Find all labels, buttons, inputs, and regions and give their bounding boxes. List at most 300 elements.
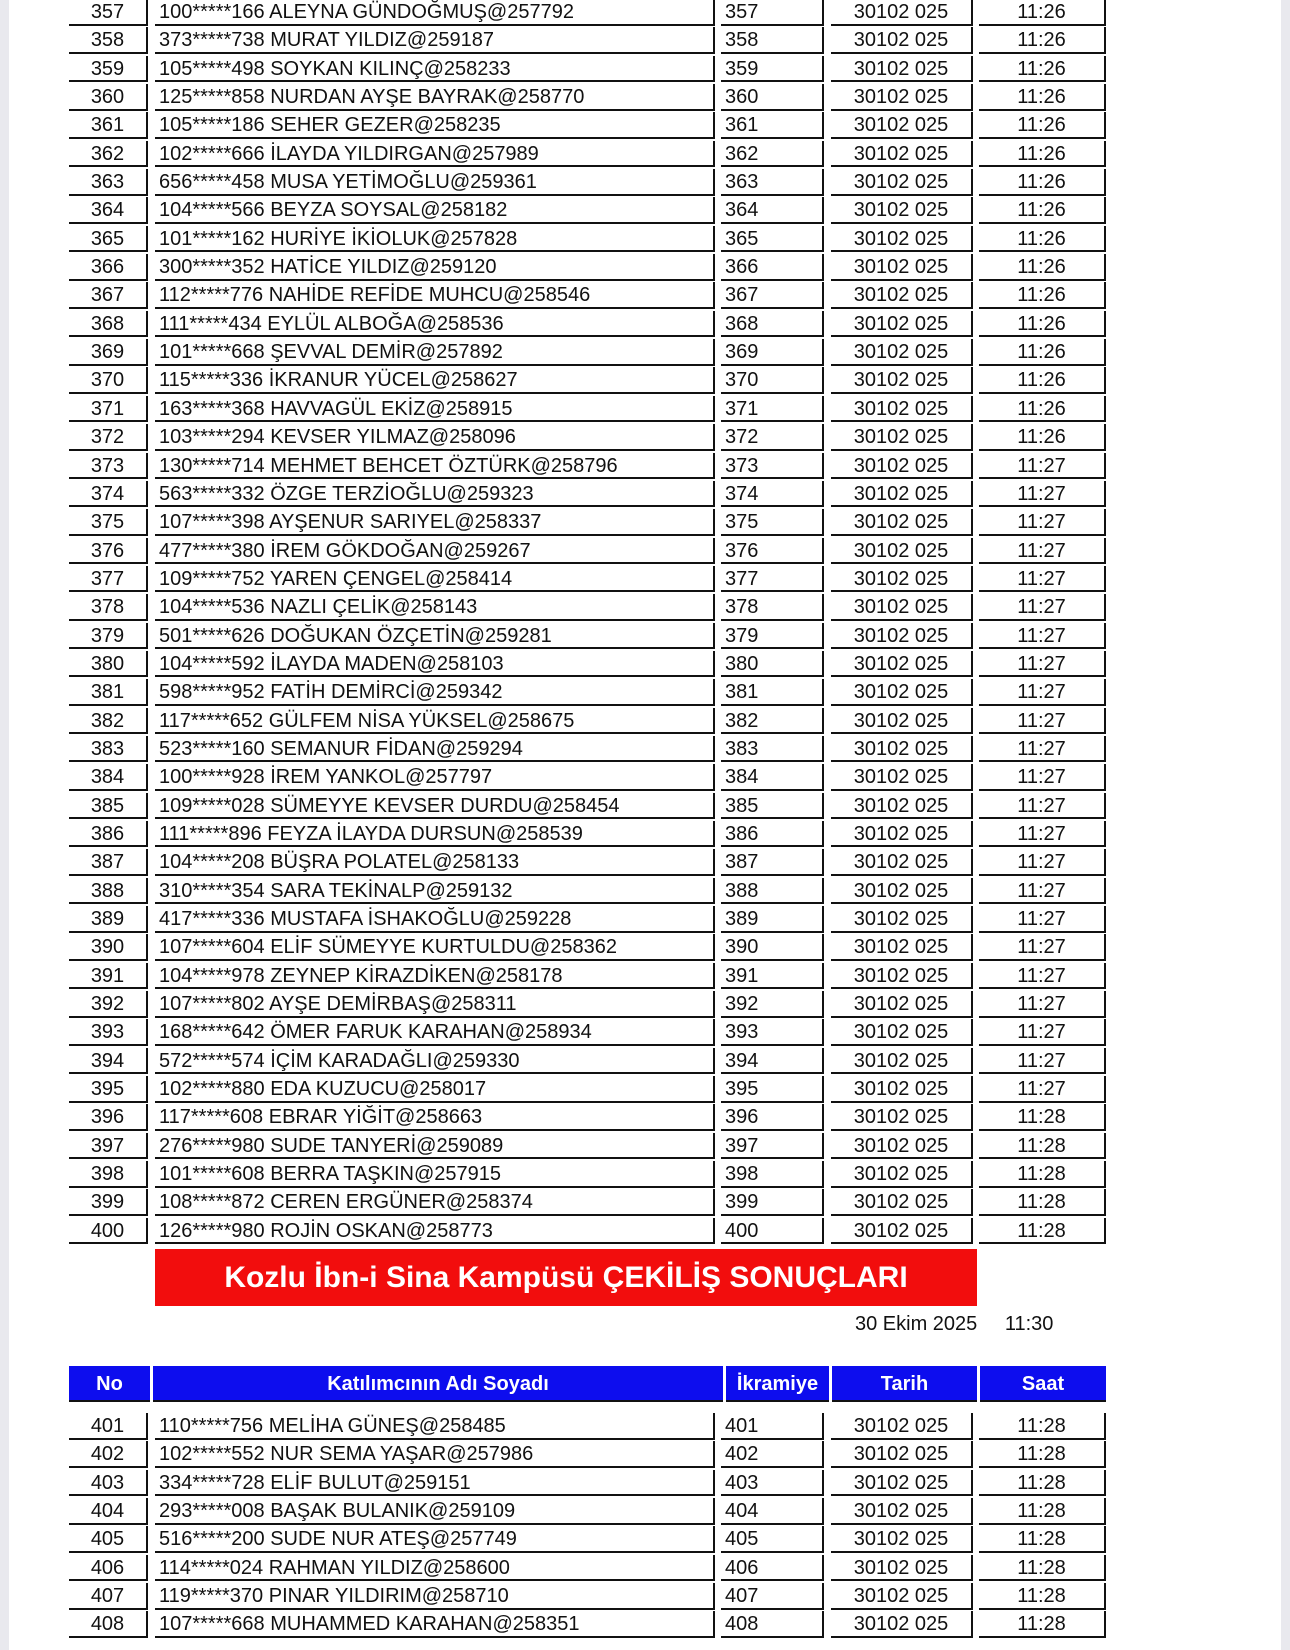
table-row <box>9 793 1281 821</box>
row-name: 477*****380 İREM GÖKDOĞAN@259267 <box>155 538 715 565</box>
row-ikramiye: 367 <box>721 282 824 309</box>
row-name: 109*****752 YAREN ÇENGEL@258414 <box>155 566 715 593</box>
row-tarih: 30102 025 <box>831 226 973 253</box>
row-ikramiye: 394 <box>721 1048 824 1075</box>
campus-title-banner: Kozlu İbn-i Sina Kampüsü ÇEKİLİŞ SONUÇLARI <box>155 1249 977 1306</box>
row-tarih: 30102 025 <box>831 679 973 706</box>
row-name: 417*****336 MUSTAFA İSHAKOĞLU@259228 <box>155 906 715 933</box>
row-tarih: 30102 025 <box>831 141 973 168</box>
row-tarih: 30102 025 <box>831 821 973 848</box>
row-name: 101*****162 HURİYE İKİOLUK@257828 <box>155 226 715 253</box>
row-saat: 11:26 <box>979 169 1106 196</box>
row-no: 406 <box>69 1555 148 1582</box>
row-no: 365 <box>69 226 148 253</box>
row-tarih: 30102 025 <box>831 367 973 394</box>
row-ikramiye: 368 <box>721 311 824 338</box>
table-row <box>9 1019 1281 1047</box>
row-ikramiye: 398 <box>721 1161 824 1188</box>
row-tarih: 30102 025 <box>831 793 973 820</box>
row-tarih: 30102 025 <box>831 1076 973 1103</box>
table-row <box>9 112 1281 140</box>
row-ikramiye: 362 <box>721 141 824 168</box>
row-no: 380 <box>69 651 148 678</box>
row-tarih: 30102 025 <box>831 594 973 621</box>
row-name: 334*****728 ELİF BULUT@259151 <box>155 1470 715 1497</box>
row-name: 109*****028 SÜMEYYE KEVSER DURDU@258454 <box>155 793 715 820</box>
row-saat: 11:27 <box>979 623 1106 650</box>
row-ikramiye: 377 <box>721 566 824 593</box>
row-no: 401 <box>69 1413 148 1440</box>
table-row <box>9 1611 1281 1639</box>
row-tarih: 30102 025 <box>831 934 973 961</box>
row-saat: 11:27 <box>979 736 1106 763</box>
row-tarih: 30102 025 <box>831 1526 973 1553</box>
row-saat: 11:27 <box>979 878 1106 905</box>
row-tarih: 30102 025 <box>831 339 973 366</box>
table-row <box>9 991 1281 1019</box>
row-ikramiye: 387 <box>721 849 824 876</box>
row-saat: 11:27 <box>979 793 1106 820</box>
row-saat: 11:26 <box>979 311 1106 338</box>
row-tarih: 30102 025 <box>831 708 973 735</box>
row-tarih: 30102 025 <box>831 0 973 26</box>
table-row <box>9 764 1281 792</box>
row-tarih: 30102 025 <box>831 27 973 54</box>
row-tarih: 30102 025 <box>831 1218 973 1245</box>
row-saat: 11:28 <box>979 1470 1106 1497</box>
table-row <box>9 651 1281 679</box>
row-name: 102*****666 İLAYDA YILDIRGAN@257989 <box>155 141 715 168</box>
table-row <box>9 906 1281 934</box>
row-no: 400 <box>69 1218 148 1245</box>
row-ikramiye: 364 <box>721 197 824 224</box>
row-saat: 11:27 <box>979 651 1106 678</box>
row-tarih: 30102 025 <box>831 56 973 83</box>
row-no: 363 <box>69 169 148 196</box>
row-tarih: 30102 025 <box>831 764 973 791</box>
row-saat: 11:27 <box>979 708 1106 735</box>
row-saat: 11:28 <box>979 1189 1106 1216</box>
row-tarih: 30102 025 <box>831 197 973 224</box>
row-name: 102*****880 EDA KUZUCU@258017 <box>155 1076 715 1103</box>
row-saat: 11:27 <box>979 906 1106 933</box>
row-saat: 11:28 <box>979 1104 1106 1131</box>
row-saat: 11:26 <box>979 226 1106 253</box>
row-saat: 11:26 <box>979 339 1106 366</box>
row-tarih: 30102 025 <box>831 1019 973 1046</box>
row-tarih: 30102 025 <box>831 453 973 480</box>
row-ikramiye: 404 <box>721 1498 824 1525</box>
row-ikramiye: 402 <box>721 1441 824 1468</box>
row-no: 375 <box>69 509 148 536</box>
row-no: 370 <box>69 367 148 394</box>
row-ikramiye: 395 <box>721 1076 824 1103</box>
table-row <box>9 1189 1281 1217</box>
row-ikramiye: 384 <box>721 764 824 791</box>
row-tarih: 30102 025 <box>831 169 973 196</box>
table-row <box>9 708 1281 736</box>
row-ikramiye: 361 <box>721 112 824 139</box>
row-ikramiye: 388 <box>721 878 824 905</box>
row-tarih: 30102 025 <box>831 1413 973 1440</box>
row-no: 391 <box>69 963 148 990</box>
table-row <box>9 566 1281 594</box>
row-tarih: 30102 025 <box>831 1555 973 1582</box>
row-tarih: 30102 025 <box>831 311 973 338</box>
row-saat: 11:26 <box>979 254 1106 281</box>
row-no: 381 <box>69 679 148 706</box>
row-no: 376 <box>69 538 148 565</box>
row-saat: 11:26 <box>979 56 1106 83</box>
draw-date: 30 Ekim 2025 <box>855 1313 978 1335</box>
row-tarih: 30102 025 <box>831 906 973 933</box>
row-no: 360 <box>69 84 148 111</box>
row-ikramiye: 386 <box>721 821 824 848</box>
row-name: 101*****608 BERRA TAŞKIN@257915 <box>155 1161 715 1188</box>
row-no: 372 <box>69 424 148 451</box>
row-name: 501*****626 DOĞUKAN ÖZÇETİN@259281 <box>155 623 715 650</box>
table-row <box>9 453 1281 481</box>
row-tarih: 30102 025 <box>831 396 973 423</box>
row-name: 656*****458 MUSA YETİMOĞLU@259361 <box>155 169 715 196</box>
row-name: 310*****354 SARA TEKİNALP@259132 <box>155 878 715 905</box>
row-no: 398 <box>69 1161 148 1188</box>
row-no: 405 <box>69 1526 148 1553</box>
row-name: 108*****872 CEREN ERGÜNER@258374 <box>155 1189 715 1216</box>
table-row <box>9 367 1281 395</box>
table-row <box>9 1583 1281 1611</box>
row-saat: 11:28 <box>979 1498 1106 1525</box>
table-row <box>9 1470 1281 1498</box>
row-ikramiye: 385 <box>721 793 824 820</box>
row-ikramiye: 391 <box>721 963 824 990</box>
row-saat: 11:27 <box>979 594 1106 621</box>
table-row <box>9 679 1281 707</box>
row-name: 104*****536 NAZLI ÇELİK@258143 <box>155 594 715 621</box>
row-tarih: 30102 025 <box>831 736 973 763</box>
row-no: 402 <box>69 1441 148 1468</box>
row-saat: 11:27 <box>979 1019 1106 1046</box>
row-saat: 11:26 <box>979 27 1106 54</box>
row-tarih: 30102 025 <box>831 1161 973 1188</box>
row-ikramiye: 401 <box>721 1413 824 1440</box>
row-tarih: 30102 025 <box>831 878 973 905</box>
row-ikramiye: 379 <box>721 623 824 650</box>
row-ikramiye: 400 <box>721 1218 824 1245</box>
row-ikramiye: 407 <box>721 1583 824 1610</box>
table-row <box>9 1076 1281 1104</box>
row-tarih: 30102 025 <box>831 566 973 593</box>
row-ikramiye: 378 <box>721 594 824 621</box>
row-saat: 11:26 <box>979 367 1106 394</box>
row-ikramiye: 358 <box>721 27 824 54</box>
row-name: 104*****208 BÜŞRA POLATEL@258133 <box>155 849 715 876</box>
row-no: 386 <box>69 821 148 848</box>
row-name: 563*****332 ÖZGE TERZİOĞLU@259323 <box>155 481 715 508</box>
row-ikramiye: 366 <box>721 254 824 281</box>
row-no: 369 <box>69 339 148 366</box>
row-no: 366 <box>69 254 148 281</box>
row-ikramiye: 382 <box>721 708 824 735</box>
table-row <box>9 1133 1281 1161</box>
row-name: 110*****756 MELİHA GÜNEŞ@258485 <box>155 1413 715 1440</box>
header-ikramiye: İkramiye <box>726 1366 829 1402</box>
row-no: 362 <box>69 141 148 168</box>
row-saat: 11:27 <box>979 481 1106 508</box>
row-saat: 11:28 <box>979 1413 1106 1440</box>
row-saat: 11:27 <box>979 509 1106 536</box>
row-no: 379 <box>69 623 148 650</box>
row-saat: 11:27 <box>979 963 1106 990</box>
row-no: 373 <box>69 453 148 480</box>
table-row <box>9 396 1281 424</box>
table-row <box>9 538 1281 566</box>
row-no: 395 <box>69 1076 148 1103</box>
row-saat: 11:28 <box>979 1611 1106 1638</box>
row-name: 107*****802 AYŞE DEMİRBAŞ@258311 <box>155 991 715 1018</box>
row-saat: 11:28 <box>979 1583 1106 1610</box>
row-saat: 11:27 <box>979 538 1106 565</box>
header-tarih: Tarih <box>832 1366 977 1402</box>
row-no: 390 <box>69 934 148 961</box>
row-tarih: 30102 025 <box>831 424 973 451</box>
row-ikramiye: 389 <box>721 906 824 933</box>
row-ikramiye: 369 <box>721 339 824 366</box>
row-ikramiye: 408 <box>721 1611 824 1638</box>
row-name: 104*****978 ZEYNEP KİRAZDİKEN@258178 <box>155 963 715 990</box>
row-name: 105*****186 SEHER GEZER@258235 <box>155 112 715 139</box>
row-name: 117*****652 GÜLFEM NİSA YÜKSEL@258675 <box>155 708 715 735</box>
row-saat: 11:26 <box>979 84 1106 111</box>
row-saat: 11:27 <box>979 566 1106 593</box>
table-row <box>9 84 1281 112</box>
row-ikramiye: 372 <box>721 424 824 451</box>
row-name: 104*****566 BEYZA SOYSAL@258182 <box>155 197 715 224</box>
row-ikramiye: 370 <box>721 367 824 394</box>
row-no: 358 <box>69 27 148 54</box>
row-name: 104*****592 İLAYDA MADEN@258103 <box>155 651 715 678</box>
draw-date-time <box>855 1311 1053 1337</box>
row-ikramiye: 365 <box>721 226 824 253</box>
row-ikramiye: 357 <box>721 0 824 26</box>
table-row <box>9 282 1281 310</box>
row-no: 385 <box>69 793 148 820</box>
row-tarih: 30102 025 <box>831 1133 973 1160</box>
row-name: 126*****980 ROJİN OSKAN@258773 <box>155 1218 715 1245</box>
table-row <box>9 1441 1281 1469</box>
row-name: 107*****398 AYŞENUR SARIYEL@258337 <box>155 509 715 536</box>
row-name: 373*****738 MURAT YILDIZ@259187 <box>155 27 715 54</box>
row-tarih: 30102 025 <box>831 84 973 111</box>
row-saat: 11:28 <box>979 1133 1106 1160</box>
header-no: No <box>69 1366 150 1402</box>
table-header <box>9 1366 1281 1402</box>
row-tarih: 30102 025 <box>831 1498 973 1525</box>
row-saat: 11:27 <box>979 821 1106 848</box>
row-tarih: 30102 025 <box>831 254 973 281</box>
row-no: 387 <box>69 849 148 876</box>
row-name: 130*****714 MEHMET BEHCET ÖZTÜRK@258796 <box>155 453 715 480</box>
table-row <box>9 623 1281 651</box>
row-saat: 11:28 <box>979 1441 1106 1468</box>
row-ikramiye: 360 <box>721 84 824 111</box>
row-saat: 11:26 <box>979 424 1106 451</box>
row-name: 598*****952 FATİH DEMİRCİ@259342 <box>155 679 715 706</box>
row-no: 403 <box>69 1470 148 1497</box>
row-no: 396 <box>69 1104 148 1131</box>
row-name: 103*****294 KEVSER YILMAZ@258096 <box>155 424 715 451</box>
row-tarih: 30102 025 <box>831 651 973 678</box>
row-ikramiye: 380 <box>721 651 824 678</box>
table-row <box>9 1048 1281 1076</box>
row-tarih: 30102 025 <box>831 282 973 309</box>
row-name: 276*****980 SUDE TANYERİ@259089 <box>155 1133 715 1160</box>
row-saat: 11:27 <box>979 849 1106 876</box>
header-saat: Saat <box>980 1366 1106 1402</box>
table-row <box>9 0 1281 27</box>
row-no: 368 <box>69 311 148 338</box>
header-name: Katılımcının Adı Soyadı <box>153 1366 723 1402</box>
row-saat: 11:27 <box>979 764 1106 791</box>
row-ikramiye: 405 <box>721 1526 824 1553</box>
row-name: 112*****776 NAHİDE REFİDE MUHCU@258546 <box>155 282 715 309</box>
row-tarih: 30102 025 <box>831 1189 973 1216</box>
row-name: 100*****928 İREM YANKOL@257797 <box>155 764 715 791</box>
row-no: 374 <box>69 481 148 508</box>
row-name: 105*****498 SOYKAN KILINÇ@258233 <box>155 56 715 83</box>
row-saat: 11:26 <box>979 197 1106 224</box>
row-ikramiye: 397 <box>721 1133 824 1160</box>
row-ikramiye: 406 <box>721 1555 824 1582</box>
row-no: 389 <box>69 906 148 933</box>
table-row <box>9 254 1281 282</box>
row-no: 388 <box>69 878 148 905</box>
row-saat: 11:26 <box>979 396 1106 423</box>
row-tarih: 30102 025 <box>831 1470 973 1497</box>
table-row <box>9 1104 1281 1132</box>
table-row <box>9 226 1281 254</box>
table-row <box>9 594 1281 622</box>
row-tarih: 30102 025 <box>831 509 973 536</box>
row-no: 364 <box>69 197 148 224</box>
table-row <box>9 849 1281 877</box>
row-name: 293*****008 BAŞAK BULANIK@259109 <box>155 1498 715 1525</box>
row-tarih: 30102 025 <box>831 991 973 1018</box>
table-row <box>9 963 1281 991</box>
row-saat: 11:26 <box>979 112 1106 139</box>
row-name: 119*****370 PINAR YILDIRIM@258710 <box>155 1583 715 1610</box>
table-row <box>9 1218 1281 1246</box>
row-tarih: 30102 025 <box>831 1104 973 1131</box>
row-ikramiye: 392 <box>721 991 824 1018</box>
row-tarih: 30102 025 <box>831 112 973 139</box>
row-name: 300*****352 HATİCE YILDIZ@259120 <box>155 254 715 281</box>
table-row <box>9 509 1281 537</box>
row-name: 163*****368 HAVVAGÜL EKİZ@258915 <box>155 396 715 423</box>
table-row <box>9 1413 1281 1441</box>
row-no: 371 <box>69 396 148 423</box>
row-no: 361 <box>69 112 148 139</box>
row-tarih: 30102 025 <box>831 963 973 990</box>
table-row <box>9 424 1281 452</box>
row-no: 392 <box>69 991 148 1018</box>
row-ikramiye: 381 <box>721 679 824 706</box>
row-name: 572*****574 İÇİM KARADAĞLI@259330 <box>155 1048 715 1075</box>
table-row <box>9 1526 1281 1554</box>
row-no: 382 <box>69 708 148 735</box>
table-row <box>9 1161 1281 1189</box>
row-no: 407 <box>69 1583 148 1610</box>
row-ikramiye: 374 <box>721 481 824 508</box>
results-table-bottom <box>9 1413 1281 1640</box>
row-name: 516*****200 SUDE NUR ATEŞ@257749 <box>155 1526 715 1553</box>
table-row <box>9 311 1281 339</box>
row-saat: 11:26 <box>979 141 1106 168</box>
row-name: 102*****552 NUR SEMA YAŞAR@257986 <box>155 1441 715 1468</box>
draw-time: 11:30 <box>1004 1313 1054 1335</box>
row-tarih: 30102 025 <box>831 849 973 876</box>
row-saat: 11:27 <box>979 453 1106 480</box>
row-no: 367 <box>69 282 148 309</box>
row-saat: 11:28 <box>979 1218 1106 1245</box>
row-ikramiye: 375 <box>721 509 824 536</box>
table-row <box>9 27 1281 55</box>
row-name: 100*****166 ALEYNA GÜNDOĞMUŞ@257792 <box>155 0 715 26</box>
table-row <box>9 169 1281 197</box>
row-ikramiye: 396 <box>721 1104 824 1131</box>
row-no: 404 <box>69 1498 148 1525</box>
row-name: 523*****160 SEMANUR FİDAN@259294 <box>155 736 715 763</box>
row-no: 383 <box>69 736 148 763</box>
row-name: 168*****642 ÖMER FARUK KARAHAN@258934 <box>155 1019 715 1046</box>
row-no: 399 <box>69 1189 148 1216</box>
row-ikramiye: 399 <box>721 1189 824 1216</box>
table-row <box>9 56 1281 84</box>
row-saat: 11:28 <box>979 1161 1106 1188</box>
row-tarih: 30102 025 <box>831 1583 973 1610</box>
row-saat: 11:28 <box>979 1526 1106 1553</box>
row-tarih: 30102 025 <box>831 1441 973 1468</box>
row-saat: 11:27 <box>979 991 1106 1018</box>
row-no: 359 <box>69 56 148 83</box>
row-ikramiye: 383 <box>721 736 824 763</box>
row-ikramiye: 376 <box>721 538 824 565</box>
row-no: 384 <box>69 764 148 791</box>
row-ikramiye: 359 <box>721 56 824 83</box>
row-no: 397 <box>69 1133 148 1160</box>
table-row <box>9 1555 1281 1583</box>
row-saat: 11:26 <box>979 282 1106 309</box>
table-row <box>9 481 1281 509</box>
table-row <box>9 878 1281 906</box>
results-sheet <box>9 0 1281 1650</box>
row-no: 357 <box>69 0 148 26</box>
row-no: 394 <box>69 1048 148 1075</box>
table-row <box>9 1498 1281 1526</box>
row-tarih: 30102 025 <box>831 538 973 565</box>
row-name: 114*****024 RAHMAN YILDIZ@258600 <box>155 1555 715 1582</box>
row-name: 115*****336 İKRANUR YÜCEL@258627 <box>155 367 715 394</box>
row-name: 107*****604 ELİF SÜMEYYE KURTULDU@258362 <box>155 934 715 961</box>
row-saat: 11:26 <box>979 0 1106 26</box>
row-name: 101*****668 ŞEVVAL DEMİR@257892 <box>155 339 715 366</box>
row-name: 111*****896 FEYZA İLAYDA DURSUN@258539 <box>155 821 715 848</box>
row-no: 408 <box>69 1611 148 1638</box>
row-no: 393 <box>69 1019 148 1046</box>
row-saat: 11:27 <box>979 1048 1106 1075</box>
row-ikramiye: 371 <box>721 396 824 423</box>
row-ikramiye: 393 <box>721 1019 824 1046</box>
